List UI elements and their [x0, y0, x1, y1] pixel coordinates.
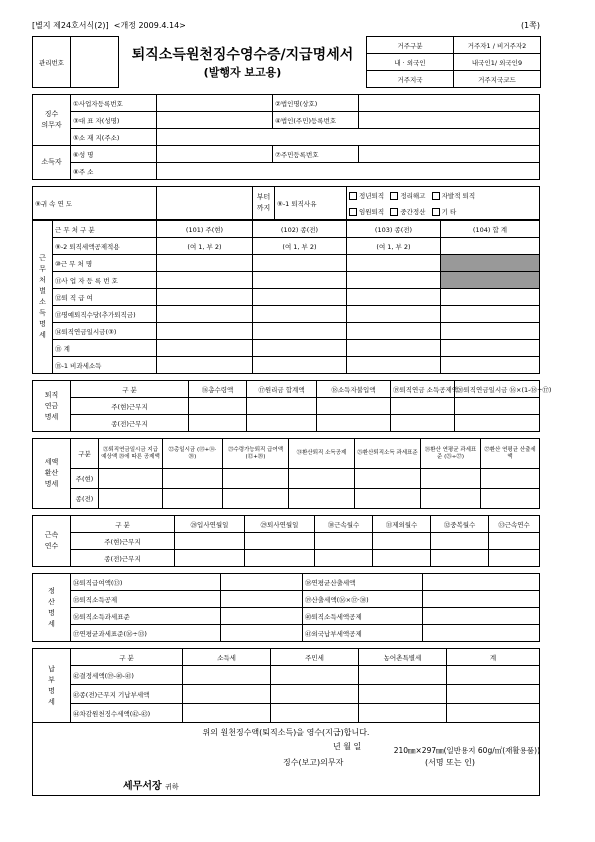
tax-credit-applied-label: ⑨-2 퇴직세액공제적용	[53, 238, 157, 255]
conv-header-deduction: ㉔환산퇴직 소득공제	[289, 439, 355, 469]
resident-reg-no-field[interactable]	[359, 146, 540, 163]
recipient-name-field[interactable]	[157, 146, 273, 163]
pension-current-cell[interactable]	[391, 398, 455, 415]
svc-row-current-label: 주(현)근무지	[71, 533, 175, 550]
workplace-name-prev2[interactable]	[347, 255, 441, 272]
conv-prev-cell[interactable]	[421, 489, 481, 509]
payment-table	[32, 648, 540, 723]
checkbox-layoff[interactable]	[390, 192, 398, 200]
revision-date: <개정 2009.4.14>	[113, 21, 186, 30]
attribution-year-field[interactable]	[157, 187, 253, 220]
svc-prev-cell[interactable]	[175, 550, 245, 567]
option-interim: 중간정산	[400, 207, 426, 216]
conv-prev-cell[interactable]	[481, 489, 540, 509]
form-body	[32, 36, 552, 796]
workplace-biz-no-prev1[interactable]	[253, 272, 347, 289]
conv-header-total-lump: ㉒총일시금 (⑬+⑭·⑳)	[163, 439, 223, 469]
pension-prev-cell[interactable]	[317, 415, 391, 432]
pension-header-type: 구 분	[71, 381, 189, 398]
svc-current-cell[interactable]	[489, 533, 540, 550]
retirement-pay-amount-field[interactable]	[221, 574, 303, 591]
avg-tax-base-label: ㊲연평균과세표준(㊱÷㉝)	[71, 625, 221, 642]
nationality-label: 내 · 외국인	[367, 54, 454, 71]
conv-current-cell[interactable]	[99, 469, 163, 489]
service-years-table	[32, 515, 540, 567]
tax-credit-current[interactable]: (여 1, 부 2)	[157, 238, 253, 255]
pension-current-cell[interactable]	[317, 398, 391, 415]
checkbox-mandatory[interactable]	[349, 192, 357, 200]
recipient-name-label: ⑥성 명	[71, 146, 157, 163]
tax-credit-label: ㊵퇴직소득세액공제	[303, 608, 423, 625]
retirement-pay-prev1[interactable]	[253, 289, 347, 306]
income-sum-current[interactable]	[157, 340, 253, 357]
pension-current-cell[interactable]	[455, 398, 540, 415]
workplace-biz-no-current[interactable]	[157, 272, 253, 289]
checkbox-interim[interactable]	[390, 208, 398, 216]
pension-lump-total[interactable]	[441, 323, 540, 340]
svc-current-cell[interactable]	[315, 533, 373, 550]
retirement-pay-label: ⑫퇴 직 급 여	[53, 289, 157, 306]
conv-current-cell[interactable]	[355, 469, 421, 489]
pay-header-resident-tax: 주민세	[271, 649, 359, 666]
checkbox-executive[interactable]	[349, 208, 357, 216]
pay-cell[interactable]	[271, 685, 359, 704]
withholder-section-label: 징수 의무자	[33, 95, 71, 146]
workplace-income-table	[32, 220, 540, 374]
conversion-table	[32, 438, 540, 509]
control-number-label: 관리번호	[33, 37, 71, 88]
pension-header-contribution: ⑱소득자불입액	[317, 381, 391, 398]
tax-office	[123, 777, 179, 792]
svc-prev-cell[interactable]	[431, 550, 489, 567]
pay-header-total: 계	[447, 649, 540, 666]
pension-header-total-received: ⑯총수령액	[189, 381, 247, 398]
pension-section-label: 퇴직 연금 명세	[33, 381, 71, 432]
pension-header-deduction: ⑲퇴직연금 소득공제액	[391, 381, 455, 398]
corp-name-label: ②법인명(상호)	[273, 95, 359, 112]
conv-header-expected: ㉑퇴직연금일시금 지급예상액 ⑳에 따른 공제액	[99, 439, 163, 469]
svc-current-cell[interactable]	[245, 533, 315, 550]
settlement-table	[32, 573, 540, 642]
honorary-pay-prev1[interactable]	[253, 306, 347, 323]
checkbox-other[interactable]	[432, 208, 440, 216]
option-other: 기 타	[441, 207, 457, 216]
tax-base-label: ㊱퇴직소득과세표준	[71, 608, 221, 625]
business-reg-no-field[interactable]	[157, 95, 273, 112]
conv-prev-cell[interactable]	[223, 489, 289, 509]
foreign-tax-credit-label: ㊶외국납부세액공제	[303, 625, 423, 642]
pension-table	[32, 380, 552, 432]
svc-header-months: ㉚근속월수	[315, 516, 373, 533]
workplace-biz-no-prev2[interactable]	[347, 272, 441, 289]
period-table	[32, 186, 540, 220]
pension-prev-cell[interactable]	[189, 415, 247, 432]
receipt-statement: 위의 원천징수액(퇴직소득)을 영수(지급)합니다.	[202, 728, 370, 737]
workplace-biz-no-total-disabled	[441, 272, 540, 289]
payment-section-label: 납 부 명 세	[33, 649, 71, 723]
title-block	[32, 36, 541, 88]
svc-header-leave: ㉙퇴사연월일	[245, 516, 315, 533]
svc-current-cell[interactable]	[373, 533, 431, 550]
net-withholding-label: ㊹차감원천징수세액(㊷-㊸)	[71, 704, 183, 723]
attribution-year-label: ⑨귀 속 연 도	[33, 187, 157, 220]
workplace-name-current[interactable]	[157, 255, 253, 272]
option-executive: 임원퇴직	[359, 207, 385, 216]
pay-cell[interactable]	[359, 666, 447, 685]
svc-header-years: ㉝근속연수	[489, 516, 540, 533]
recipient-address-field[interactable]	[157, 163, 540, 180]
conv-header-tax-base: ㉕환산퇴직소득 과세표준	[355, 439, 421, 469]
date-line[interactable]: 년 월 일	[333, 742, 362, 751]
honorary-pay-prev2[interactable]	[347, 306, 441, 323]
residence-type-label: 거주구분	[367, 37, 454, 54]
service-section-label: 근속 연수	[33, 516, 71, 567]
svc-header-overlap: ㉜중복월수	[431, 516, 489, 533]
reason-options-row1	[347, 187, 540, 204]
tax-office-name: 세무서장	[123, 781, 162, 792]
pay-cell[interactable]	[183, 685, 271, 704]
pay-header-rural-tax: 농어촌특별세	[359, 649, 447, 666]
svc-header-type: 구 분	[71, 516, 175, 533]
form-subtitle: (발행자 보고용)	[203, 66, 282, 79]
wp-header-prev1: (102) 종(전)	[253, 221, 347, 238]
tax-base-field[interactable]	[221, 608, 303, 625]
honorific: 귀하	[165, 783, 179, 791]
workplace-name-label: ⑩근 무 처 명	[53, 255, 157, 272]
recipient-address-label: ⑧주 소	[71, 163, 157, 180]
pay-cell[interactable]	[271, 666, 359, 685]
wp-header-total: (104) 합 계	[441, 221, 540, 238]
pay-cell[interactable]	[447, 704, 540, 723]
control-number-field[interactable]	[71, 37, 119, 88]
svc-row-prev-label: 종(전)근무지	[71, 550, 175, 567]
corp-reg-no-label: ④법인(주민)등록번호	[273, 112, 359, 129]
conv-current-cell[interactable]	[481, 469, 540, 489]
pay-cell[interactable]	[359, 685, 447, 704]
wp-header-prev2: (103) 종(전)	[347, 221, 441, 238]
retirement-pay-amount-label: ㉞퇴직급여액(⑬)	[71, 574, 221, 591]
conv-row-prev-label: 종(전)	[71, 489, 99, 509]
residence-country-code[interactable]: 거주지국코드	[454, 71, 541, 88]
conv-header-avg-base: ㉖환산 연평균 과세표준 (㉕÷㉗)	[421, 439, 481, 469]
pay-cell[interactable]	[447, 666, 540, 685]
conv-header-type: 구분	[71, 439, 99, 469]
pension-lump-label: ⑭퇴직연금일시금(③)	[53, 323, 157, 340]
retirement-reason-label: ⑨-1 퇴직사유	[275, 187, 347, 220]
prepaid-tax-label: ㊸종(전)근무지 기납부세액	[71, 685, 183, 704]
representative-label: ③대 표 자(성명)	[71, 112, 157, 129]
pay-cell[interactable]	[359, 704, 447, 723]
svc-header-join: ㉘입사연월일	[175, 516, 245, 533]
paper-spec: 210㎜×297㎜(일반용지 60g/㎡(재활용품))	[393, 746, 540, 755]
option-layoff: 정리해고	[400, 191, 426, 200]
avg-computed-tax-field[interactable]	[423, 574, 540, 591]
corp-reg-no-field[interactable]	[359, 112, 540, 129]
recipient-section-label: 소득자	[33, 146, 71, 180]
representative-field[interactable]	[157, 112, 273, 129]
wp-header-current: (101) 주(현)	[157, 221, 253, 238]
honorary-pay-label: ⑬명예퇴직수당(추가퇴직금)	[53, 306, 157, 323]
conversion-section-label: 세액 환산 명세	[33, 439, 71, 509]
option-voluntary: 자발적 퇴직	[441, 191, 476, 200]
pension-lump-current[interactable]	[157, 323, 253, 340]
workplace-biz-no-label: ⑪사 업 자 등 록 번 호	[53, 272, 157, 289]
pension-prev-cell[interactable]	[247, 415, 317, 432]
wp-header-type: 근 무 처 구 분	[53, 221, 157, 238]
conv-current-cell[interactable]	[223, 469, 289, 489]
income-sum-prev1[interactable]	[253, 340, 347, 357]
workplace-name-total-disabled	[441, 255, 540, 272]
pension-header-lump: ⑳퇴직연금일시금 ⑯×(1-⑱÷⑰)	[455, 381, 540, 398]
honorary-pay-current[interactable]	[157, 306, 253, 323]
pay-cell[interactable]	[183, 666, 271, 685]
pay-cell[interactable]	[447, 685, 540, 704]
income-sum-prev2[interactable]	[347, 340, 441, 357]
computed-tax-label: ㊴산출세액(㊱×㊲·㊳)	[303, 591, 423, 608]
withholder-address-field[interactable]	[157, 129, 540, 146]
pension-header-principal: ⑰원리금 합계액	[247, 381, 317, 398]
svc-current-cell[interactable]	[175, 533, 245, 550]
svc-prev-cell[interactable]	[489, 550, 540, 567]
form-header	[32, 20, 540, 31]
pay-header-income-tax: 소득세	[183, 649, 271, 666]
pension-prev-cell[interactable]	[455, 415, 540, 432]
computed-tax-field[interactable]	[423, 591, 540, 608]
withholder-address-label: ⑤소 재 지(주소)	[71, 129, 157, 146]
pay-cell[interactable]	[271, 704, 359, 723]
honorary-pay-total[interactable]	[441, 306, 540, 323]
conv-header-avg-tax: ㉗환산 연평균 산출세액	[481, 439, 540, 469]
pension-prev-cell[interactable]	[391, 415, 455, 432]
corp-name-field[interactable]	[359, 95, 540, 112]
nontaxable-current[interactable]	[157, 357, 253, 374]
svc-prev-cell[interactable]	[245, 550, 315, 567]
nontaxable-prev2[interactable]	[347, 357, 441, 374]
pension-current-cell[interactable]	[189, 398, 247, 415]
avg-computed-tax-label: ㊳연평균산출세액	[303, 574, 423, 591]
workplace-section-label: 근 무 처 별 소 득 명 세	[33, 221, 53, 374]
nationality-value[interactable]: 내국인1/ 외국인9	[454, 54, 541, 71]
retirement-deduction-field[interactable]	[221, 591, 303, 608]
statement-block	[32, 723, 540, 796]
resident-reg-no-label: ⑦주민등록번호	[273, 146, 359, 163]
residence-country-label: 거주지국	[367, 71, 454, 88]
conv-row-current-label: 주(현)	[71, 469, 99, 489]
conv-prev-cell[interactable]	[99, 489, 163, 509]
nontaxable-total[interactable]	[441, 357, 540, 374]
conv-prev-cell[interactable]	[163, 489, 223, 509]
business-reg-no-label: ①사업자등록번호	[71, 95, 157, 112]
pension-row-current-label: 주(현)근무지	[71, 398, 189, 415]
income-sum-total[interactable]	[441, 340, 540, 357]
svc-header-excluded: ㉛제외월수	[373, 516, 431, 533]
checkbox-voluntary[interactable]	[432, 192, 440, 200]
pay-header-type: 구 분	[71, 649, 183, 666]
tax-credit-prev2[interactable]: (여 1, 부 2)	[347, 238, 441, 255]
reason-options-row2	[347, 203, 540, 220]
pension-current-cell[interactable]	[247, 398, 317, 415]
conv-current-cell[interactable]	[421, 469, 481, 489]
settlement-section-label: 정 산 명 세	[33, 574, 71, 642]
retirement-pay-prev2[interactable]	[347, 289, 441, 306]
tax-credit-prev1[interactable]: (여 1, 부 2)	[253, 238, 347, 255]
pension-lump-prev1[interactable]	[253, 323, 347, 340]
pay-cell[interactable]	[183, 704, 271, 723]
retirement-pay-total[interactable]	[441, 289, 540, 306]
period-from-to	[253, 187, 275, 220]
conv-header-receivable: ㉓수령가능퇴직 급여액 (⑫+⑳)	[223, 439, 289, 469]
signature-field[interactable]: (서명 또는 인)	[425, 758, 475, 767]
pension-lump-prev2[interactable]	[347, 323, 441, 340]
retirement-deduction-label: ㉟퇴직소득공제	[71, 591, 221, 608]
option-mandatory: 정년퇴직	[359, 191, 385, 200]
svc-prev-cell[interactable]	[315, 550, 373, 567]
conv-current-cell[interactable]	[163, 469, 223, 489]
tax-credit-total	[441, 238, 540, 255]
svc-prev-cell[interactable]	[373, 550, 431, 567]
avg-tax-base-field[interactable]	[221, 625, 303, 642]
foreign-tax-credit-field[interactable]	[423, 625, 540, 642]
svc-current-cell[interactable]	[431, 533, 489, 550]
period-from-label: 부터	[256, 193, 271, 201]
form-number: [별지 제24호서식(2)]	[32, 21, 109, 30]
tax-credit-field[interactable]	[423, 608, 540, 625]
retirement-pay-current[interactable]	[157, 289, 253, 306]
payer-label: 징수(보고)의무자	[283, 758, 344, 767]
workplace-name-prev1[interactable]	[253, 255, 347, 272]
period-to-label: 까지	[256, 204, 271, 212]
party-info-table	[32, 94, 540, 180]
conv-current-cell[interactable]	[289, 469, 355, 489]
form-title: 퇴직소득원천징수영수증/지급명세서	[131, 47, 354, 63]
conv-prev-cell[interactable]	[289, 489, 355, 509]
income-sum-label: ⑮ 계	[53, 340, 157, 357]
page-number: (1쪽)	[520, 21, 540, 30]
conv-prev-cell[interactable]	[355, 489, 421, 509]
pension-row-prev-label: 종(전)근무지	[71, 415, 189, 432]
nontaxable-prev1[interactable]	[253, 357, 347, 374]
determined-tax-label: ㊷결정세액(㊴-㊵-㊶)	[71, 666, 183, 685]
residence-type-value[interactable]: 거주자1 / 비거주자2	[454, 37, 541, 54]
nontaxable-label: ⑮-1 비과세소득	[53, 357, 157, 374]
